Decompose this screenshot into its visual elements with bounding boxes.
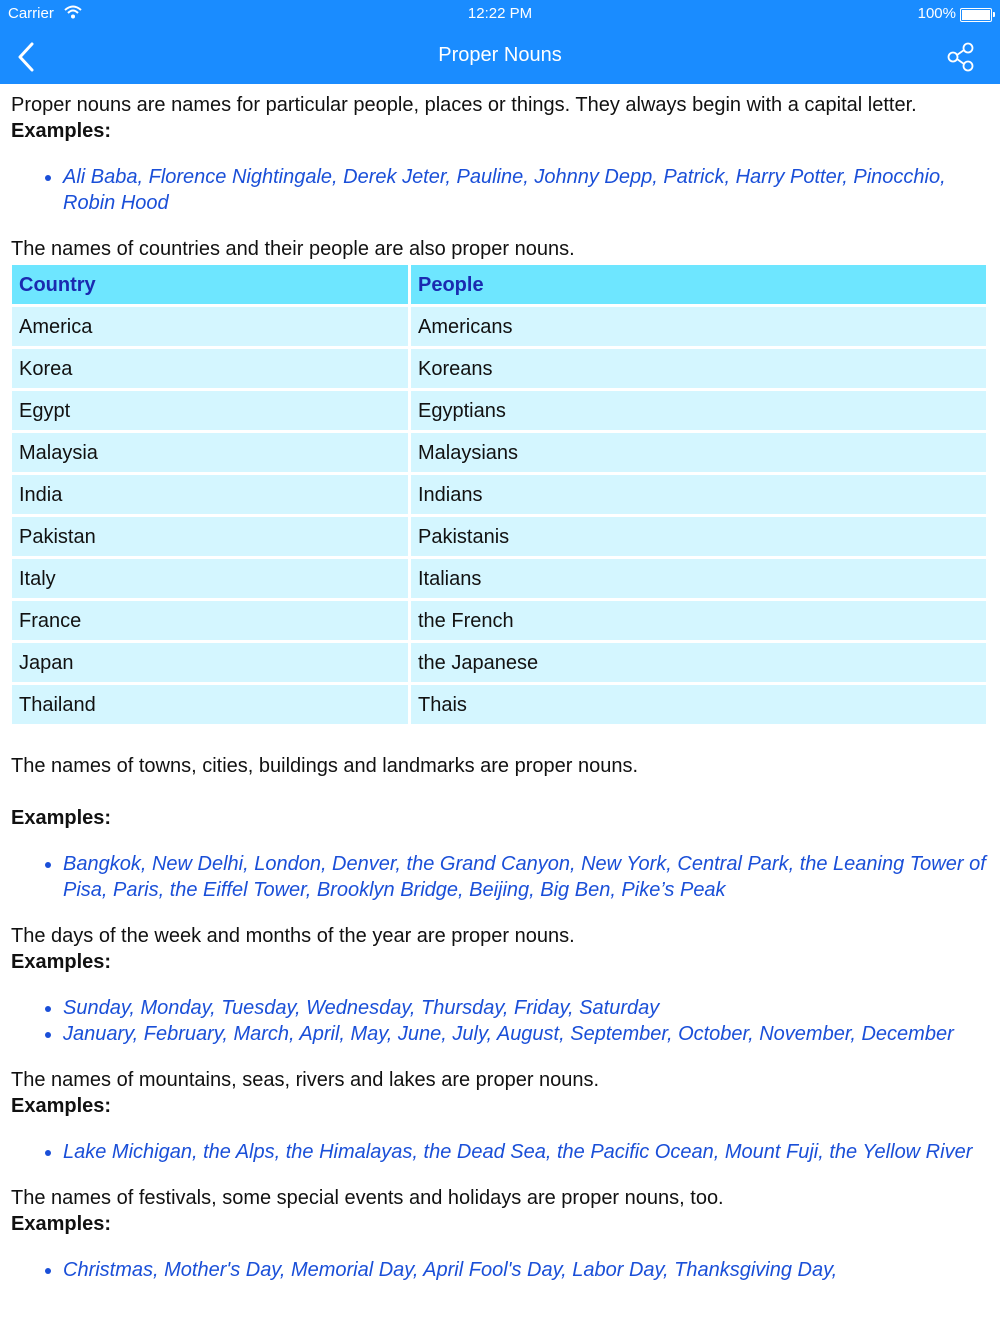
status-time: 12:22 PM [467, 5, 533, 22]
table-row [12, 643, 986, 682]
examples-list [11, 995, 986, 1047]
country-cell: Korea [12, 349, 408, 388]
table-row [12, 685, 986, 724]
people-cell: Malaysians [411, 433, 986, 472]
people-cell: Koreans [411, 349, 986, 388]
table-row [12, 391, 986, 430]
countries-text: The names of countries and their people are also proper nouns. [11, 238, 575, 260]
table-row [12, 517, 986, 556]
people-cell: the French [411, 601, 986, 640]
examples-label: Examples: [11, 951, 112, 973]
list-item: • Bangkok, New Delhi, London, Denver, the Grand Canyon, New York, Central Park, the Leaning Tower of Pisa, Paris, the Eiffel Tower, Brooklyn Bridge, Beijing, Big Ben, Pike’s Peak [63, 851, 986, 903]
table-header-row [12, 265, 986, 304]
table-row [12, 559, 986, 598]
country-cell: Malaysia [12, 433, 408, 472]
people-cell: Italians [411, 559, 986, 598]
examples-label: Examples: [11, 807, 112, 829]
navigation-bar [0, 28, 1000, 84]
country-cell: America [12, 307, 408, 346]
days-text: The days of the week and months of the year are proper nouns. [11, 925, 575, 947]
countries-table [9, 262, 989, 727]
spacer [11, 779, 986, 805]
examples-list [11, 1257, 986, 1283]
country-cell: Pakistan [12, 517, 408, 556]
battery-icon [960, 8, 992, 22]
list-item: • Ali Baba, Florence Nightingale, Derek Jeter, Pauline, Johnny Depp, Patrick, Harry Potter, Pinocchio, Robin Hood [63, 164, 986, 216]
table-row [12, 433, 986, 472]
people-cell: Pakistanis [411, 517, 986, 556]
country-cell: Egypt [12, 391, 408, 430]
examples-list [11, 1139, 986, 1165]
places-text: The names of towns, cities, buildings and landmarks are proper nouns. [11, 755, 639, 777]
country-cell: Japan [12, 643, 408, 682]
country-cell: Thailand [12, 685, 408, 724]
list-item: • January, February, March, April, May, June, July, August, September, October, November, December [63, 1021, 986, 1047]
intro-text: Proper nouns are names for particular people, places or things. They always begin with a capital letter. [11, 94, 917, 116]
column-header-people: People [411, 265, 986, 304]
list-item: • Sunday, Monday, Tuesday, Wednesday, Thursday, Friday, Saturday [63, 995, 986, 1021]
table-row [12, 475, 986, 514]
people-cell: Egyptians [411, 391, 986, 430]
people-cell: Americans [411, 307, 986, 346]
examples-label: Examples: [11, 1213, 112, 1235]
column-header-country: Country [12, 265, 408, 304]
examples-label: Examples: [11, 120, 112, 142]
country-cell: India [12, 475, 408, 514]
share-icon[interactable] [944, 40, 978, 74]
examples-list [11, 851, 986, 903]
battery-percent: 100% [917, 5, 956, 22]
lesson-content [11, 92, 986, 1303]
people-cell: Thais [411, 685, 986, 724]
table-row [12, 307, 986, 346]
list-item: • Lake Michigan, the Alps, the Himalayas, the Dead Sea, the Pacific Ocean, Mount Fuji, the Yellow River [63, 1139, 986, 1165]
spacer [11, 727, 986, 753]
status-bar [0, 0, 1000, 28]
table-row [12, 349, 986, 388]
page-title: Proper Nouns [438, 44, 562, 66]
list-item: • Christmas, Mother's Day, Memorial Day, April Fool's Day, Labor Day, Thanksgiving Day, [63, 1257, 986, 1283]
table-row [12, 601, 986, 640]
people-cell: Indians [411, 475, 986, 514]
examples-list [11, 164, 986, 216]
country-cell: France [12, 601, 408, 640]
festivals-text: The names of festivals, some special events and holidays are proper nouns, too. [11, 1187, 724, 1209]
country-cell: Italy [12, 559, 408, 598]
examples-label: Examples: [11, 1095, 112, 1117]
people-cell: the Japanese [411, 643, 986, 682]
geography-text: The names of mountains, seas, rivers and lakes are proper nouns. [11, 1069, 600, 1091]
carrier-label: Carrier [8, 5, 54, 22]
